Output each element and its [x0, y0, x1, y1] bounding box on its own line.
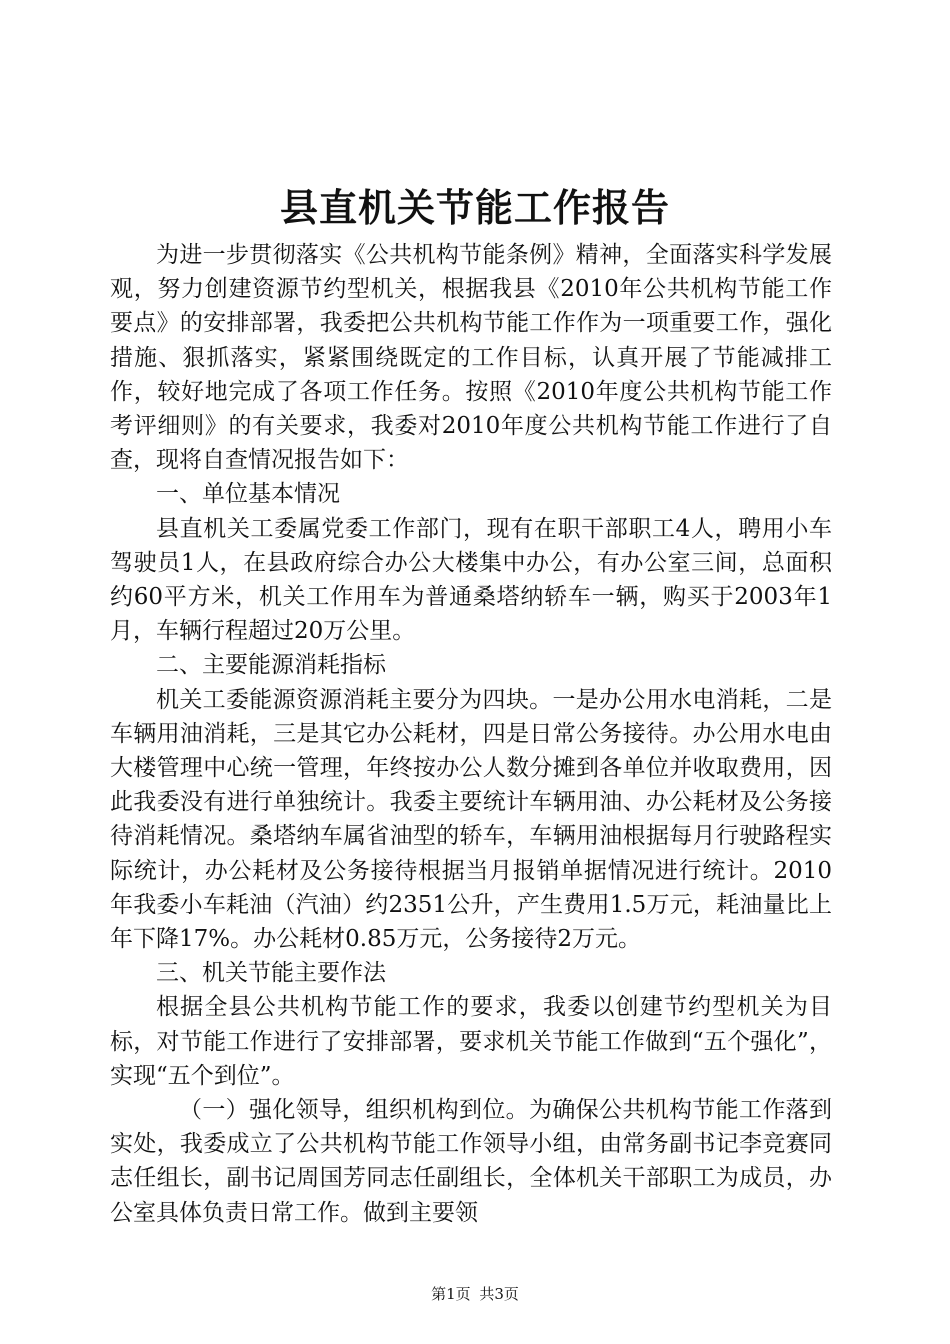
document-title: 县直机关节能工作报告 [279, 185, 670, 230]
document-body [110, 238, 832, 1230]
main-practices-paragraph: 根据全县公共机构节能工作的要求，我委以创建节约型机关为目标，对节能工作进行了安排部署，要求机关节能工作做到“五个强化”，实现“五个到位”。 [110, 994, 832, 1089]
section-heading-basic-info: 一、单位基本情况 [156, 481, 340, 508]
practice-item-leadership: （一）强化领导，组织机构到位。为确保公共机构节能工作落到实处，我委成立了公共机构节能工作领导小组，由常务副书记李竞赛同志任组长，副书记周国芳同志任副组长，全体机关干部职工为成员，办公室具体负责日常工作。做到主要领 [110, 1097, 832, 1226]
basic-info-paragraph: 县直机关工委属党委工作部门，现有在职干部职工4人，聘用小车驾驶员1人，在县政府综合办公大楼集中办公，有办公室三间，总面积约60平方米，机关工作用车为普通桑塔纳轿车一辆，购买于2003年1月，车辆行程超过20万公里。 [110, 515, 832, 645]
section-heading-main-practices: 三、机关节能主要作法 [156, 960, 386, 987]
section-heading-energy-indicators: 二、主要能源消耗指标 [156, 652, 386, 679]
energy-indicators-paragraph: 机关工委能源资源消耗主要分为四块。一是办公用水电消耗，二是车辆用油消耗，三是其它办公耗材，四是日常公务接待。办公用水电由大楼管理中心统一管理，年终按办公人数分摊到各单位并收取费用，因此我委没有进行单独统计。我委主要统计车辆用油、办公耗材及公务接待消耗情况。桑塔纳车属省油型的轿车，车辆用油根据每月行驶路程实际统计，办公耗材及公务接待根据当月报销单据情况进行统计。2010年我委小车耗油（汽油）约2351公升，产生费用1.5万元，耗油量比上年下降17%。办公耗材0.85万元，公务接待2万元。 [110, 686, 832, 953]
page-footer: 第1页 共3页 [431, 1285, 519, 1303]
intro-paragraph: 为进一步贯彻落实《公共机构节能条例》精神，全面落实科学发展观，努力创建资源节约型机关，根据我县《2010年公共机构节能工作要点》的安排部署，我委把公共机构节能工作作为一项重要工作，强化措施、狠抓落实，紧紧围绕既定的工作目标，认真开展了节能减排工作，较好地完成了各项工作任务。按照《2010年度公共机构节能工作考评细则》的有关要求，我委对2010年度公共机构节能工作进行了自查，现将自查情况报告如下： [110, 242, 832, 474]
